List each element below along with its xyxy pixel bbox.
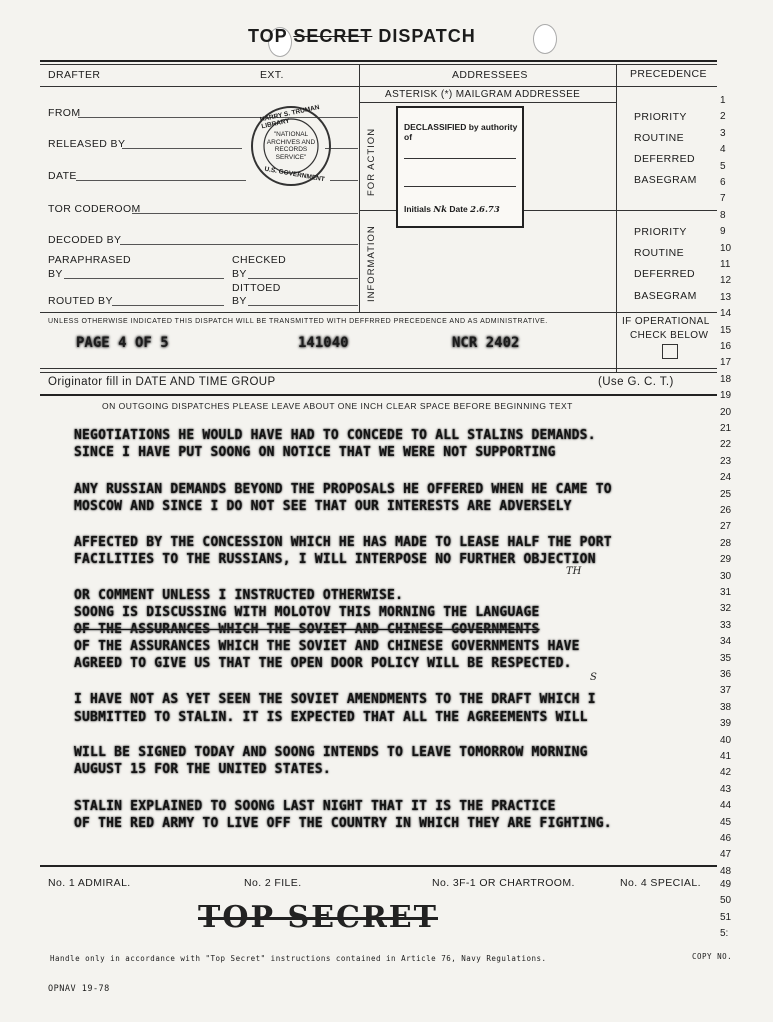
body-line: OR COMMENT UNLESS I INSTRUCTED OTHERWISE. bbox=[74, 588, 404, 603]
line-number: 38 bbox=[720, 701, 732, 713]
body-line: FACILITIES TO THE RUSSIANS, I WILL INTERPOSE NO FURTHER OBJECTION bbox=[74, 552, 596, 567]
line-number: 4 bbox=[720, 144, 726, 156]
line-number: 9 bbox=[720, 226, 726, 238]
ncr-number: NCR 2402 bbox=[452, 335, 520, 351]
line-number: 35 bbox=[720, 652, 732, 664]
dittoed-label: DITTOED bbox=[232, 282, 281, 294]
seal-bottom-text: U.S. GOVERNMENT bbox=[263, 165, 326, 184]
copy-special: No. 4 SPECIAL. bbox=[620, 877, 701, 889]
line-number: 45 bbox=[720, 816, 732, 828]
prec-action-basegram[interactable]: BASEGRAM bbox=[634, 174, 697, 186]
line-number: 50 bbox=[720, 895, 732, 907]
page-number: PAGE 4 OF 5 bbox=[76, 335, 169, 351]
copy-admiral: No. 1 ADMIRAL. bbox=[48, 877, 131, 889]
prec-action-priority[interactable]: PRIORITY bbox=[634, 111, 687, 123]
line-number: 32 bbox=[720, 603, 732, 615]
top-border bbox=[40, 60, 717, 62]
released-by-label: RELEASED BY bbox=[48, 138, 126, 150]
checked-by-field[interactable] bbox=[248, 278, 358, 279]
line-number: 1 bbox=[720, 95, 726, 106]
drafter-label: DRAFTER bbox=[48, 69, 101, 81]
line-number: 33 bbox=[720, 619, 732, 631]
ext-label: EXT. bbox=[260, 69, 284, 81]
top-secret-stamp: TOP SECRET bbox=[198, 900, 438, 935]
line-number: 8 bbox=[720, 209, 726, 221]
line-number: 23 bbox=[720, 455, 732, 467]
paraphrased-label: PARAPHRASED bbox=[48, 254, 131, 266]
body-line: OF THE RED ARMY TO LIVE OFF THE COUNTRY IN WHICH THEY ARE FIGHTING. bbox=[74, 816, 612, 831]
addressees-label: ADDRESSEES bbox=[452, 69, 528, 81]
line-number: 39 bbox=[720, 718, 732, 730]
body-line: SINCE I HAVE PUT SOONG ON NOTICE THAT WE WERE NOT SUPPORTING bbox=[74, 445, 556, 460]
line-number: 30 bbox=[720, 570, 732, 582]
line-number: 2 bbox=[720, 111, 726, 123]
library-seal bbox=[250, 105, 332, 187]
seal-center-text: "NATIONAL ARCHIVES AND RECORDS SERVICE" bbox=[266, 131, 316, 161]
page-title: TOP SECRET DISPATCH bbox=[248, 26, 476, 46]
line-number: 43 bbox=[720, 783, 732, 795]
line-number: 28 bbox=[720, 537, 732, 549]
line-number: 5: bbox=[720, 927, 729, 939]
prec-action-routine[interactable]: ROUTINE bbox=[634, 132, 685, 144]
date-field[interactable] bbox=[76, 180, 246, 181]
line-number: 47 bbox=[720, 849, 732, 861]
date-label: DATE bbox=[48, 170, 77, 182]
line-number: 49 bbox=[720, 879, 732, 890]
line-number: 40 bbox=[720, 734, 732, 746]
handwritten-correction-th: TH bbox=[566, 566, 582, 577]
prec-info-routine[interactable]: ROUTINE bbox=[634, 247, 685, 259]
line-number: 6 bbox=[720, 177, 726, 188]
paraphrased-by-field[interactable] bbox=[64, 278, 224, 279]
line-number: 24 bbox=[720, 472, 732, 484]
form-number: OPNAV 19-78 bbox=[48, 984, 110, 994]
operational-checkbox[interactable] bbox=[662, 344, 678, 359]
body-line: SUBMITTED TO STALIN. IT IS EXPECTED THAT ALL THE AGREEMENTS WILL bbox=[74, 710, 588, 725]
body-line: SOONG IS DISCUSSING WITH MOLOTOV THIS MORNING THE LANGUAGE bbox=[74, 605, 540, 620]
line-number: 51 bbox=[720, 911, 732, 923]
prec-info-basegram[interactable]: BASEGRAM bbox=[634, 290, 697, 302]
body-line: NEGOTIATIONS HE WOULD HAVE HAD TO CONCEDE TO ALL STALINS DEMANDS. bbox=[74, 428, 596, 443]
line-number: 37 bbox=[720, 685, 732, 697]
precedence-label: PRECEDENCE bbox=[630, 68, 707, 80]
copy-chartroom: No. 3F-1 OR CHARTROOM. bbox=[432, 877, 575, 889]
line-number: 7 bbox=[720, 193, 726, 205]
body-line: ANY RUSSIAN DEMANDS BEYOND THE PROPOSALS HE OFFERED WHEN HE CAME TO bbox=[74, 482, 612, 497]
line-number: 18 bbox=[720, 373, 732, 385]
line-number: 44 bbox=[720, 800, 732, 812]
operational-line2: CHECK BELOW bbox=[630, 330, 709, 341]
col-divider-2 bbox=[616, 64, 617, 372]
date-time-group: 141040 bbox=[298, 335, 349, 351]
date-field-2[interactable] bbox=[330, 180, 358, 181]
line-number: 20 bbox=[720, 406, 732, 418]
prec-info-deferred[interactable]: DEFERRED bbox=[634, 268, 695, 280]
asterisk-note: ASTERISK (*) MAILGRAM ADDRESSEE bbox=[385, 89, 581, 100]
body-line: MOSCOW AND SINCE I DO NOT SEE THAT OUR INTERESTS ARE ADVERSELY bbox=[74, 499, 572, 514]
line-number: 3 bbox=[720, 127, 726, 139]
body-line: AGREED TO GIVE US THAT THE OPEN DOOR POLICY WILL BE RESPECTED. bbox=[74, 656, 572, 671]
information-label: INFORMATION bbox=[366, 225, 377, 302]
declassified-stamp bbox=[396, 106, 524, 228]
body-line-struck: OF THE ASSURANCES WHICH THE SOVIET AND CHINESE GOVERNMENTS bbox=[74, 622, 540, 637]
line-number: 14 bbox=[720, 308, 732, 320]
line-number: 42 bbox=[720, 767, 732, 779]
from-label: FROM bbox=[48, 107, 81, 119]
asterisk-line bbox=[359, 102, 616, 103]
copy-number-label: COPY NO. bbox=[692, 952, 733, 961]
handling-note: Handle only in accordance with "Top Secret" instructions contained in Article 76, Navy Regulations. bbox=[50, 954, 547, 963]
unless-note: UNLESS OTHERWISE INDICATED THIS DISPATCH WILL BE TRANSMITTED WITH DEFFRRED PRECEDENCE AND AS ADMINISTRATIVE. bbox=[48, 318, 548, 325]
line-number: 25 bbox=[720, 488, 732, 500]
line-number: 10 bbox=[720, 242, 732, 254]
line-number: 31 bbox=[720, 587, 732, 598]
line-number: 13 bbox=[720, 291, 732, 303]
checked-by-label: BY bbox=[232, 268, 247, 280]
routed-by-label: ROUTED BY bbox=[48, 295, 113, 307]
line-number: 26 bbox=[720, 505, 732, 516]
seal-top-text: HARRY S. TRUMAN LIBRARY bbox=[259, 104, 321, 131]
checked-label: CHECKED bbox=[232, 254, 287, 266]
punch-hole-right bbox=[533, 24, 557, 54]
line-number: 36 bbox=[720, 669, 732, 680]
paraphrased-by-label: BY bbox=[48, 268, 63, 280]
for-action-label: FOR ACTION bbox=[366, 127, 377, 196]
line-number: 17 bbox=[720, 357, 732, 369]
line-number: 29 bbox=[720, 554, 732, 566]
line-number: 21 bbox=[720, 423, 732, 434]
body-line: AFFECTED BY THE CONCESSION WHICH HE HAS MADE TO LEASE HALF THE PORT bbox=[74, 535, 612, 550]
operational-line1: IF OPERATIONAL bbox=[622, 316, 710, 327]
dittoed-by-field[interactable] bbox=[248, 305, 358, 306]
line-number: 12 bbox=[720, 275, 732, 287]
line-number: 5 bbox=[720, 160, 726, 172]
routed-by-field[interactable] bbox=[112, 305, 224, 306]
tor-coderoom-field[interactable] bbox=[132, 213, 358, 214]
body-line: AUGUST 15 FOR THE UNITED STATES. bbox=[74, 762, 331, 777]
line-number: 22 bbox=[720, 439, 732, 451]
prec-action-deferred[interactable]: DEFERRED bbox=[634, 153, 695, 165]
body-line: I HAVE NOT AS YET SEEN THE SOVIET AMENDMENTS TO THE DRAFT WHICH I bbox=[74, 692, 596, 707]
line-number: 46 bbox=[720, 833, 732, 844]
originator-label: Originator fill in DATE AND TIME GROUP bbox=[48, 376, 276, 388]
line-number: 48 bbox=[720, 865, 732, 877]
declass-authority: DECLASSIFIED by authority of bbox=[404, 122, 518, 142]
line-number: 16 bbox=[720, 341, 732, 352]
line-number: 19 bbox=[720, 390, 732, 402]
handwritten-correction-s: S bbox=[590, 672, 597, 683]
tor-coderoom-label: TOR CODEROOM bbox=[48, 203, 141, 215]
line-number: 27 bbox=[720, 521, 732, 533]
prec-info-priority[interactable]: PRIORITY bbox=[634, 226, 687, 238]
body-line: OF THE ASSURANCES WHICH THE SOVIET AND CHINESE GOVERNMENTS HAVE bbox=[74, 639, 580, 654]
body-line: STALIN EXPLAINED TO SOONG LAST NIGHT THAT IT IS THE PRACTICE bbox=[74, 799, 556, 814]
dittoed-by-label: BY bbox=[232, 295, 247, 307]
line-number: 41 bbox=[720, 751, 732, 762]
decoded-by-label: DECODED BY bbox=[48, 234, 122, 246]
body-line: WILL BE SIGNED TODAY AND SOONG INTENDS TO LEAVE TOMORROW MORNING bbox=[74, 745, 588, 760]
copy-file: No. 2 FILE. bbox=[244, 877, 302, 889]
line-number: 34 bbox=[720, 636, 732, 648]
gct-label: (Use G. C. T.) bbox=[598, 376, 674, 388]
line-number: 11 bbox=[720, 259, 731, 270]
outgoing-note: ON OUTGOING DISPATCHES PLEASE LEAVE ABOUT ONE INCH CLEAR SPACE BEFORE BEGINNING TEXT bbox=[102, 401, 573, 411]
declass-initials: Initials Nk Date 2.6.73 bbox=[404, 204, 500, 215]
decoded-by-field[interactable] bbox=[120, 244, 358, 245]
line-number: 15 bbox=[720, 324, 732, 336]
released-by-field[interactable] bbox=[122, 148, 242, 149]
